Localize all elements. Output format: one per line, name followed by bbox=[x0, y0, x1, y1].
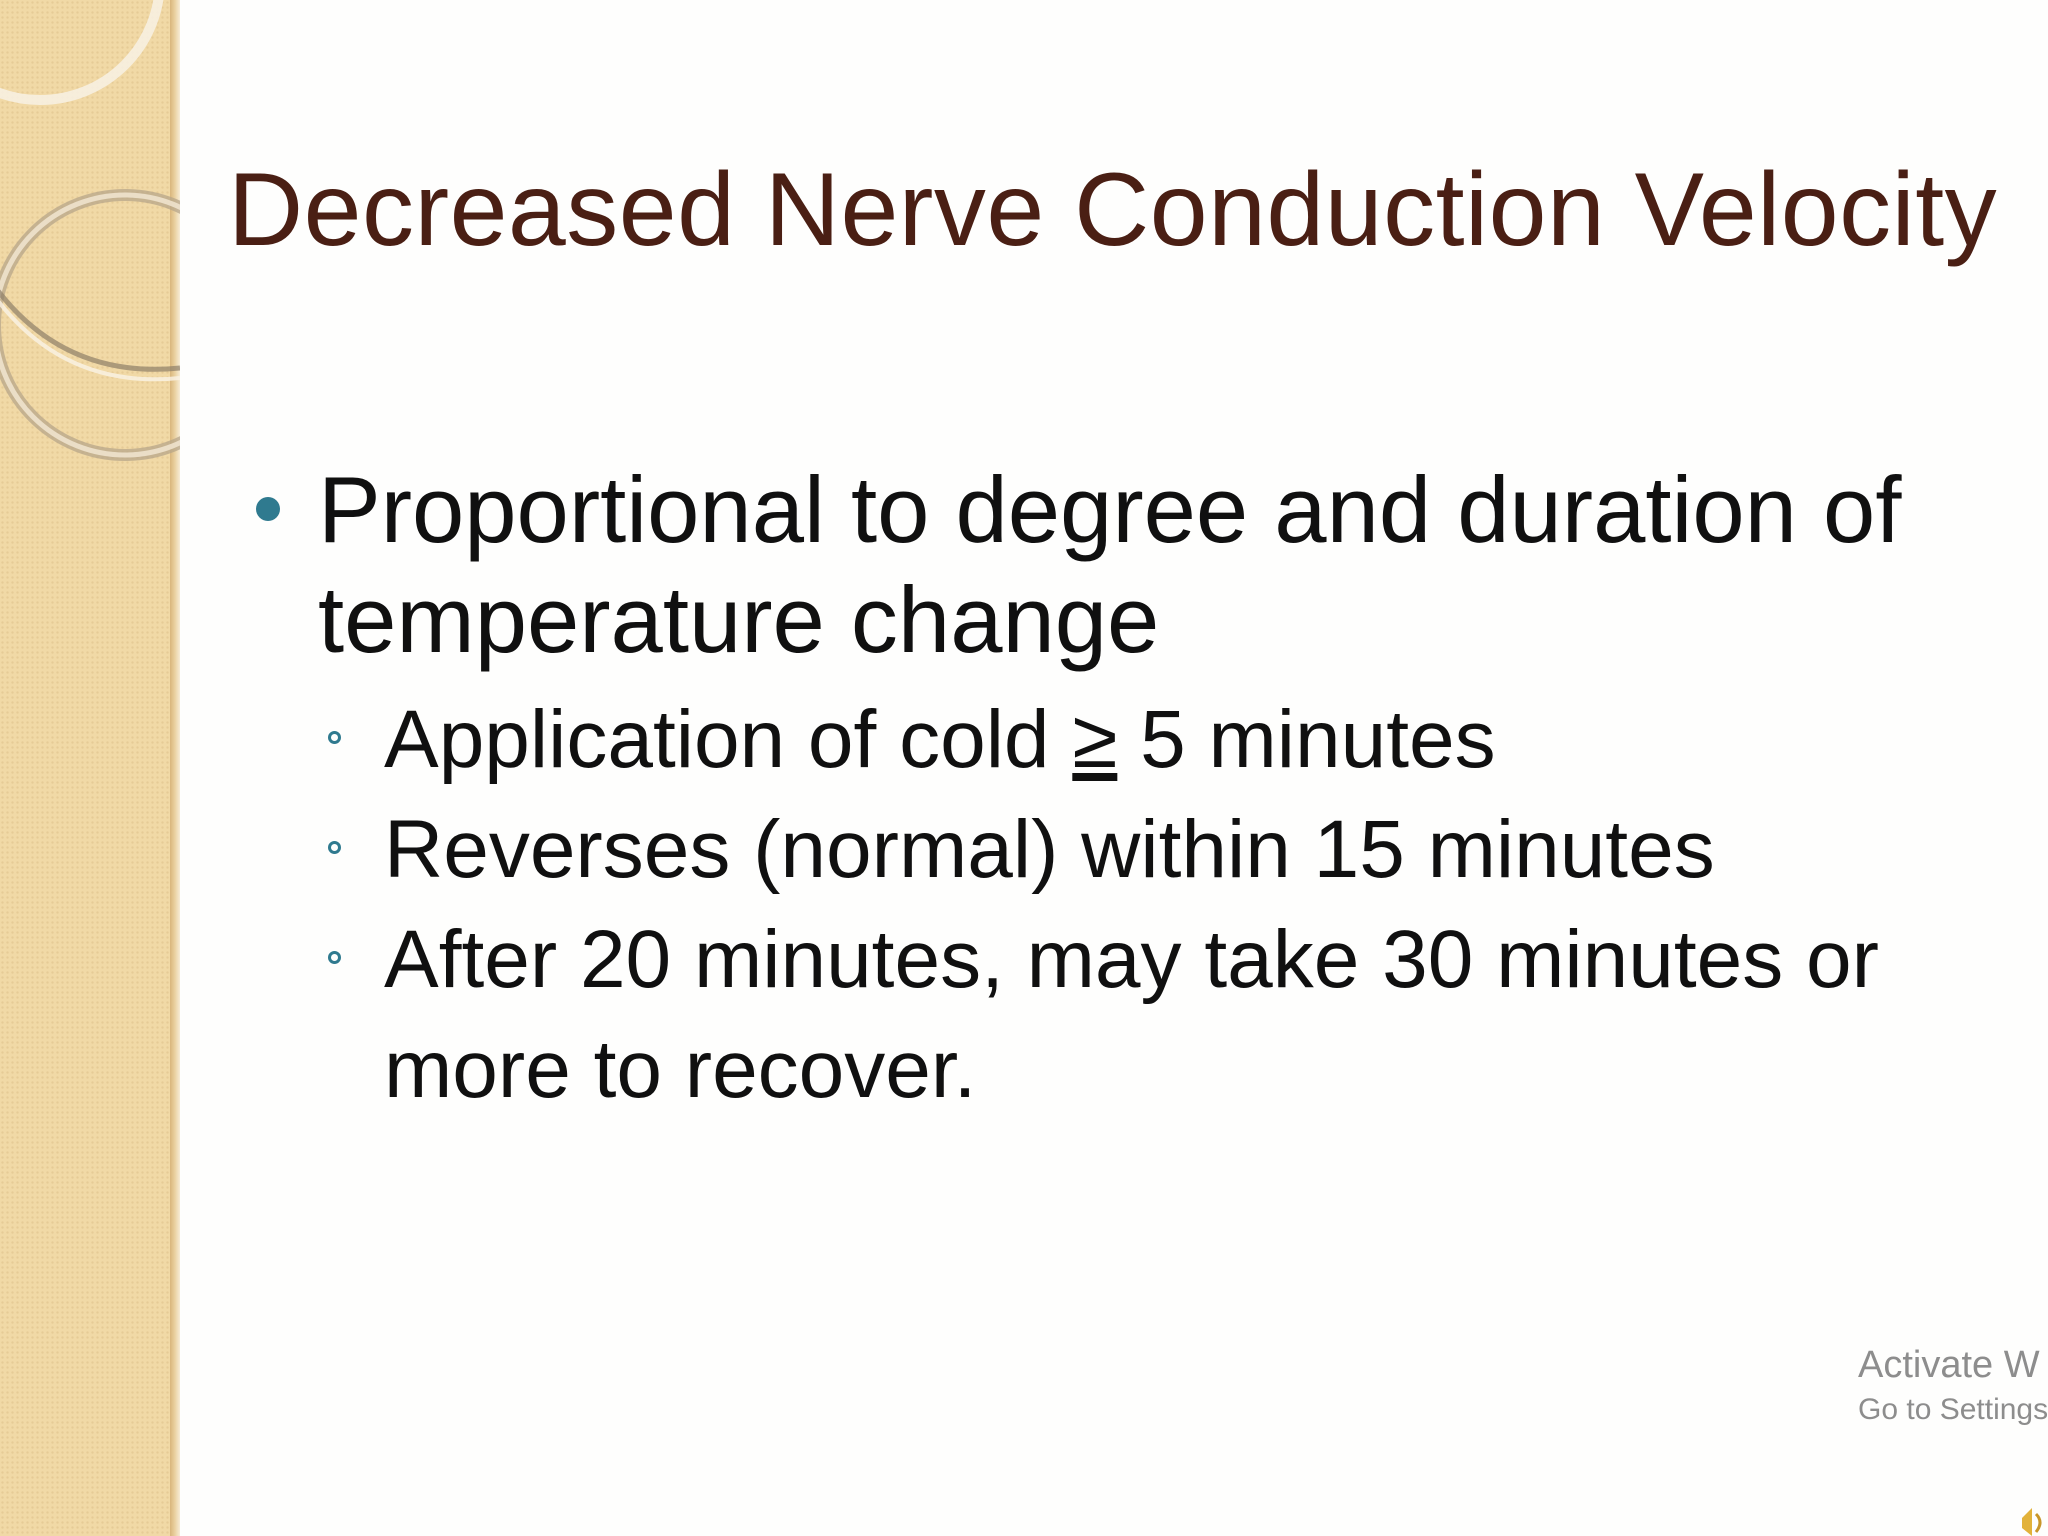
sub-bullet-item bbox=[250, 685, 1990, 795]
watermark-line-2[interactable]: Go to Settings bbox=[1858, 1393, 2048, 1426]
bullet-text: Proportional to degree and duration of temperature change bbox=[318, 457, 1902, 672]
sub-bullet-text-suffix: 5 minutes bbox=[1117, 694, 1496, 785]
greater-equal-symbol: ≥ bbox=[1072, 694, 1118, 785]
watermark-line-1: Activate W bbox=[1858, 1344, 2040, 1386]
bullet-item bbox=[250, 455, 1990, 675]
activate-windows-watermark bbox=[1858, 1340, 2048, 1430]
sub-bullet-ring-icon bbox=[328, 841, 341, 854]
sub-bullet-item bbox=[250, 795, 1990, 905]
sub-bullet-ring-icon bbox=[328, 951, 341, 964]
sub-bullet-item bbox=[250, 905, 1990, 1125]
slide-content bbox=[250, 455, 1990, 1125]
bullet-dot-icon bbox=[256, 497, 280, 521]
sub-bullet-text-prefix: Application of cold bbox=[384, 694, 1073, 785]
sub-bullet-ring-icon bbox=[328, 731, 341, 744]
sub-bullet-text: After 20 minutes, may take 30 minutes or more to recover. bbox=[384, 914, 1879, 1115]
sub-bullet-text: Reverses (normal) within 15 minutes bbox=[384, 804, 1715, 895]
speaker-icon[interactable] bbox=[2018, 1500, 2048, 1536]
slide-title: Decreased Nerve Conduction Velocity bbox=[228, 152, 1998, 268]
ring-ornament bbox=[0, 0, 180, 480]
sub-bullet-list bbox=[250, 685, 1990, 1125]
